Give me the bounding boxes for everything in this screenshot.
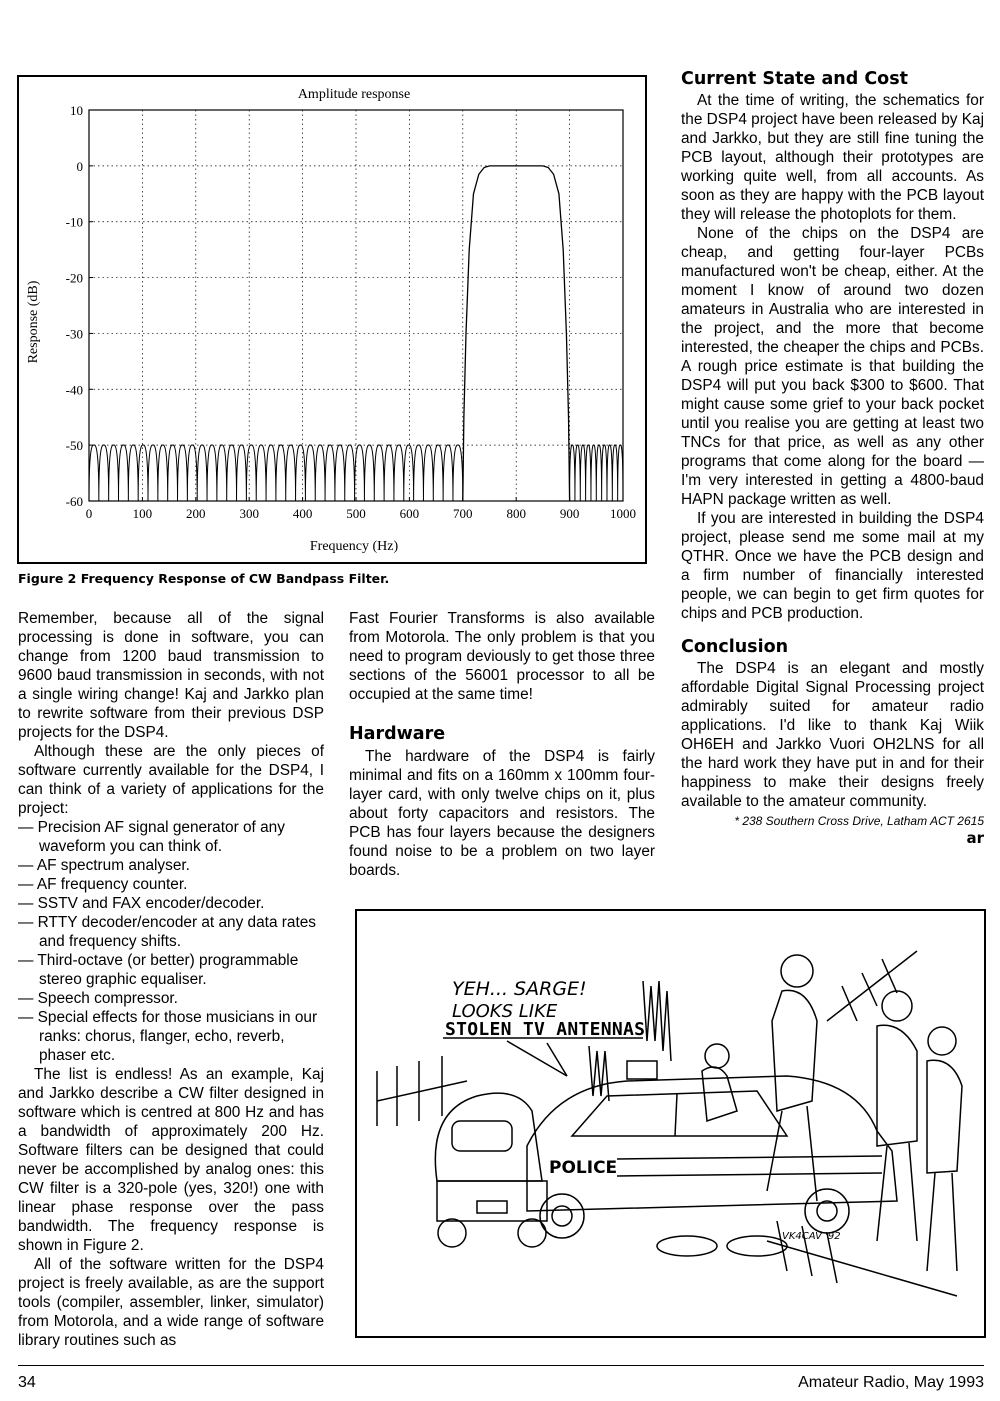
list-item: — Third-octave (or better) programmable stereo graphic equaliser. <box>18 952 299 988</box>
column-2 <box>349 609 655 880</box>
x-tick-label: 0 <box>85 506 93 521</box>
section-heading-current-state: Current State and Cost <box>681 69 908 89</box>
y-tick-label: 0 <box>76 158 83 174</box>
paragraph: The DSP4 is an elegant and mostly affordable Digital Signal Processing project admirably suited for amateur radio applications. I'd like to thank Kaj Wiik OH6EH and Jarkko Vuori OH2LNS for all the hard work they have put in and for their happiness to make their designs freely available to the amateur community. <box>681 660 984 810</box>
x-tick-label: 400 <box>292 506 313 521</box>
paragraph: The hardware of the DSP4 is fairly minimal and fits on a 160mm x 100mm four-layer card, with only twelve chips on it, plus about forty capacitors and resistors. The PCB has four layers because the designers found noise to be a problem on two layer boards. <box>349 748 655 879</box>
x-tick-label: 1000 <box>610 506 636 521</box>
journal-issue: Amateur Radio, May 1993 <box>798 1374 984 1391</box>
x-tick-label: 900 <box>559 506 580 521</box>
section-heading-hardware: Hardware <box>349 724 446 744</box>
list-item: — AF spectrum analyser. <box>18 857 190 874</box>
sidelobes-low <box>89 445 463 501</box>
y-tick-label: -30 <box>65 326 83 342</box>
x-tick-label: 600 <box>399 506 420 521</box>
x-tick-label: 300 <box>239 506 259 521</box>
cartoonist-signature: VK4CAV '92 <box>782 1231 841 1242</box>
paragraph: Although these are the only pieces of software currently available for the DSP4, I can think of a variety of applications for the project: <box>18 743 324 817</box>
x-tick-label: 500 <box>346 506 366 521</box>
list-item: — SSTV and FAX encoder/decoder. <box>18 895 265 912</box>
x-tick-label: 200 <box>186 506 206 521</box>
paragraph: At the time of writing, the schematics for the DSP4 project have been released by Kaj and Jarkko, but they are still fine tuning the PCB layout, although their prototypes are working quite well, from all accounts. As soon as they are happy with the PCB layout they will release the photoplots for them. <box>681 92 984 223</box>
y-tick-label: -10 <box>65 214 83 230</box>
list-item: — Precision AF signal generator of any waveform you can think of. <box>18 819 285 855</box>
x-tick-label: 700 <box>453 506 473 521</box>
figure-frame <box>17 75 647 564</box>
author-address: * 238 Southern Cross Drive, Latham ACT 2615 <box>734 814 984 828</box>
y-tick-label: -40 <box>65 382 83 398</box>
paragraph: All of the software written for the DSP4 project is freely available, as are the support tools (compiler, assembler, linker, simulator) from Motorola, and a wide range of software library routines such as <box>18 1256 324 1349</box>
cartoon-frame <box>355 909 986 1338</box>
chart-grid <box>89 110 623 501</box>
list-item: — RTTY decoder/encoder at any data rates and frequency shifts. <box>18 914 317 950</box>
y-tick-label: -50 <box>65 438 83 454</box>
x-tick-label: 800 <box>506 506 526 521</box>
end-mark: ar <box>966 829 984 847</box>
sidelobes-high <box>570 445 623 501</box>
chart-title: Amplitude response <box>297 87 411 102</box>
speech-line-2: LOOKS LIKE <box>452 1001 558 1022</box>
footer-rule <box>18 1365 984 1366</box>
y-axis-label: Response (dB) <box>26 280 41 364</box>
y-tick-label: -60 <box>65 494 83 509</box>
list-item: — Special effects for those musicians in our ranks: chorus, flanger, echo, reverb, phaser etc. <box>18 1009 318 1064</box>
paragraph: Fast Fourier Transforms is also available from Motorola. The only problem is that you need to program deviously to get those three sections of the 56001 processor to all be occupied at the same time! <box>349 610 655 703</box>
y-tick-label: -20 <box>65 270 83 286</box>
applications-list <box>18 818 324 1065</box>
paragraph: The list is endless! As an example, Kaj and Jarkko describe a CW filter designed in software which is centred at 800 Hz and has a bandwidth of approximately 200 Hz. Software filters can be designed that could never be accomplished by analog ones: this CW filter is a 320-pole (yes, 320!) one with linear phase response over the pass bandwidth. The frequency response is shown in Figure 2. <box>18 1066 324 1254</box>
x-axis-label: Frequency (Hz) <box>309 539 399 554</box>
paragraph: Remember, because all of the signal processing is done in software, you can change from 1200 baud transmission to 9600 baud transmission in seconds, with not a single wiring change! Kaj and Jarkko plan to rewrite software from their previous DSP projects for the DSP4. <box>18 610 324 741</box>
speech-line-3: STOLEN TV ANTENNAS <box>445 1019 645 1040</box>
figure-caption: Figure 2 Frequency Response of CW Bandpass Filter. <box>18 571 390 586</box>
y-tick-label: 10 <box>70 103 83 118</box>
amplitude-response-chart <box>19 77 645 562</box>
paragraph: If you are interested in building the DSP4 project, please send me some mail at my QTHR. Once we have the PCB design and a firm number of financially interested people, we can begin to get firm quotes for chips and PCB production. <box>681 510 984 622</box>
cartoon-illustration <box>357 911 984 1336</box>
speech-line-1: YEH... SARGE! <box>452 978 587 1000</box>
x-tick-label: 100 <box>132 506 153 521</box>
column-1 <box>18 609 324 1350</box>
list-item: — AF frequency counter. <box>18 876 188 893</box>
police-car-label: POLICE <box>549 1158 618 1178</box>
page-number: 34 <box>18 1374 36 1391</box>
list-item: — Speech compressor. <box>18 990 178 1007</box>
section-heading-conclusion: Conclusion <box>681 637 789 657</box>
column-3 <box>681 68 984 847</box>
paragraph: None of the chips on the DSP4 are cheap, and getting four-layer PCBs manufactured won't be cheap, either. At the moment I know of around two dozen amateurs in Australia who are interested in the project, and the more that become interested, the cheaper the chips and PCBs. A rough price estimate is that building the DSP4 will put you back $300 to $600. That might cause some grief to your back pocket until you realise you are getting at least two TNCs for that price, as well as any other programs that come along for the board — I'm very interested in getting a 4800-baud HAPN package written as well. <box>681 225 984 508</box>
